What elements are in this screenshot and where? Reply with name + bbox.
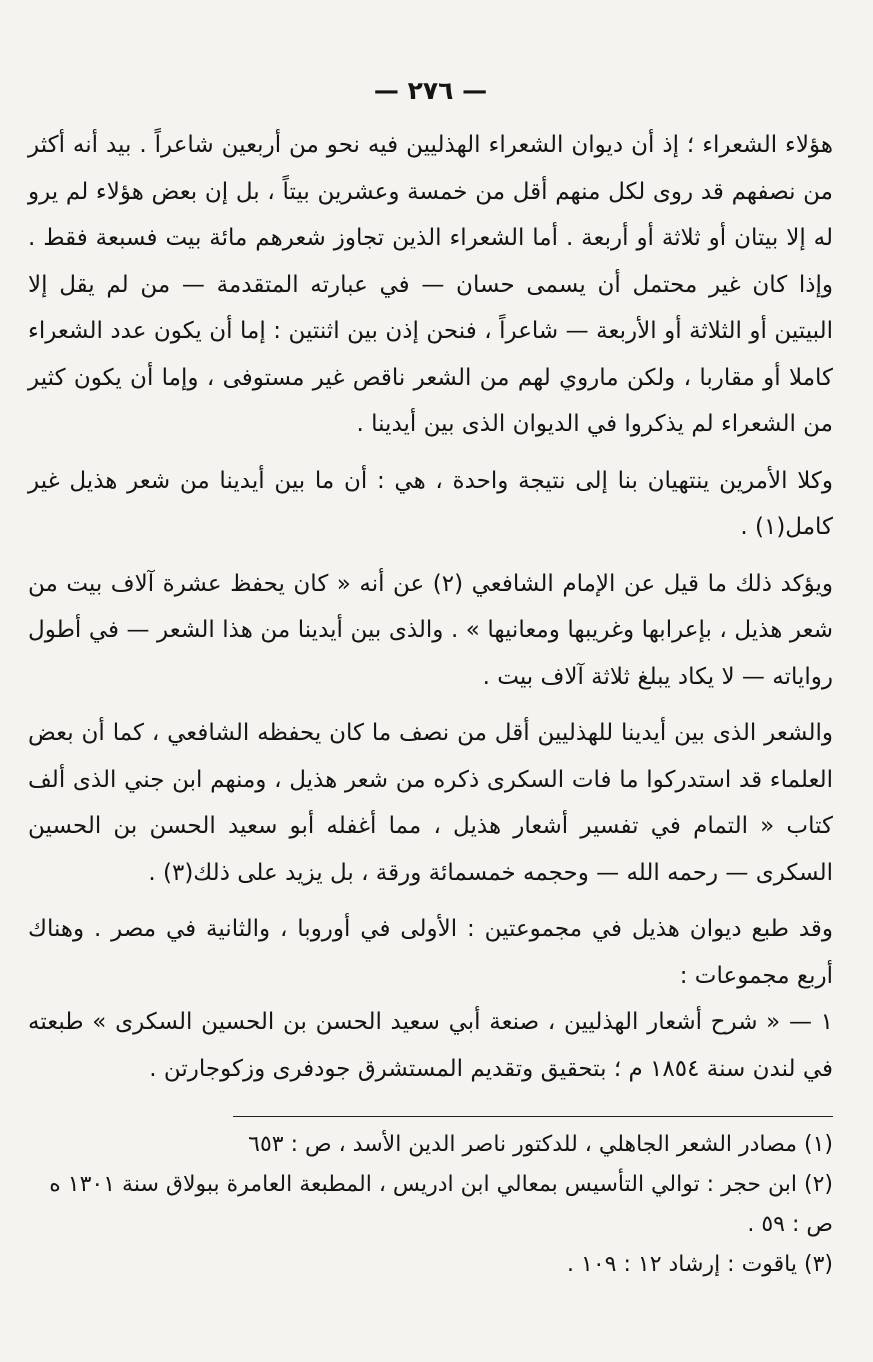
footnote-divider — [233, 1116, 833, 1117]
paragraph-5: وقد طبع ديوان هذيل في مجموعتين : الأولى في أوروبا ، والثانية في مصر . وهناك أربع مجموعات : — [28, 916, 833, 989]
paragraph-6: ١ — « شرح أشعار الهذليين ، صنعة أبي سعيد الحسن بن الحسين السكرى » طبعته في لندن سنة ١٨٥٤ م ؛ بتحقيق وتقديم المستشرق جودفرى وزكوجارتن . — [28, 1009, 833, 1082]
footnote-3: (٣) ياقوت : إرشاد ١٢ : ١٠٩ . — [567, 1252, 833, 1277]
paragraph-3: ويؤكد ذلك ما قيل عن الإمام الشافعي (٢) عن أنه « كان يحفظ عشرة آلاف بيت من شعر هذيل ، بإعرابها وغريبها ومعانيها » . والذى بين أيدينا من هذا الشعر — في أطول رواياته — لا يكاد يبلغ ثلاثة آلاف بيت . — [28, 570, 833, 690]
main-text — [28, 122, 833, 1092]
paragraph-1: هؤلاء الشعراء ؛ إذ أن ديوان الشعراء الهذليين فيه نحو من أربعين شاعراً . بيد أنه أكثر من نصفهم قد روى لكل منهم أقل من خمسة وعشرين بيتاً ، بل إن بعض هؤلاء لم يرو له إلا بيتان أو ثلاثة أو أربعة . أما الشعراء الذين تجاوز شعرهم مائة بيت فسبعة فقط . وإذا كان غير محتمل أن يسمى حسان — في عبارته المتقدمة — من لم يقل إلا البيتين أو الثلاثة أو الأربعة — شاعراً ، فنحن إذن بين اثنتين : إما أن يكون عدد الشعراء كاملا أو مقاربا ، ولكن ماروي لهم من الشعر ناقص غير مستوفى ، وإما أن يكون كثير من الشعراء لم يذكروا في الديوان الذى بين أيدينا . — [28, 132, 833, 437]
footnotes — [28, 1125, 833, 1285]
paragraph-4: والشعر الذى بين أيدينا للهذليين أقل من نصف ما كان يحفظه الشافعي ، كما أن بعض العلماء قد استدركوا ما فات السكرى ذكره من شعر هذيل ، ومنهم ابن جني الذى ألف كتاب « التمام في تفسير أشعار هذيل ، مما أغفله أبو سعيد الحسن بن الحسين السكرى — رحمه الله — وحجمه خمسمائة ورقة ، بل يزيد على ذلك(٣) . — [28, 720, 833, 886]
footnote-2: (٢) ابن حجر : توالي التأسيس بمعالي ابن ادريس ، المطبعة العامرة ببولاق سنة ١٣٠١ ه — [49, 1172, 833, 1197]
footnote-1: (١) مصادر الشعر الجاهلي ، للدكتور ناصر الدين الأسد ، ص : ٦٥٣ — [248, 1132, 833, 1157]
paragraph-2: وكلا الأمرين ينتهيان بنا إلى نتيجة واحدة ، هي : أن ما بين أيدينا من شعر هذيل غير كامل(١) . — [28, 467, 833, 540]
page-number: — ٢٧٦ — — [373, 76, 488, 105]
footnote-2-continuation: ص : ٥٩ . — [747, 1212, 833, 1237]
